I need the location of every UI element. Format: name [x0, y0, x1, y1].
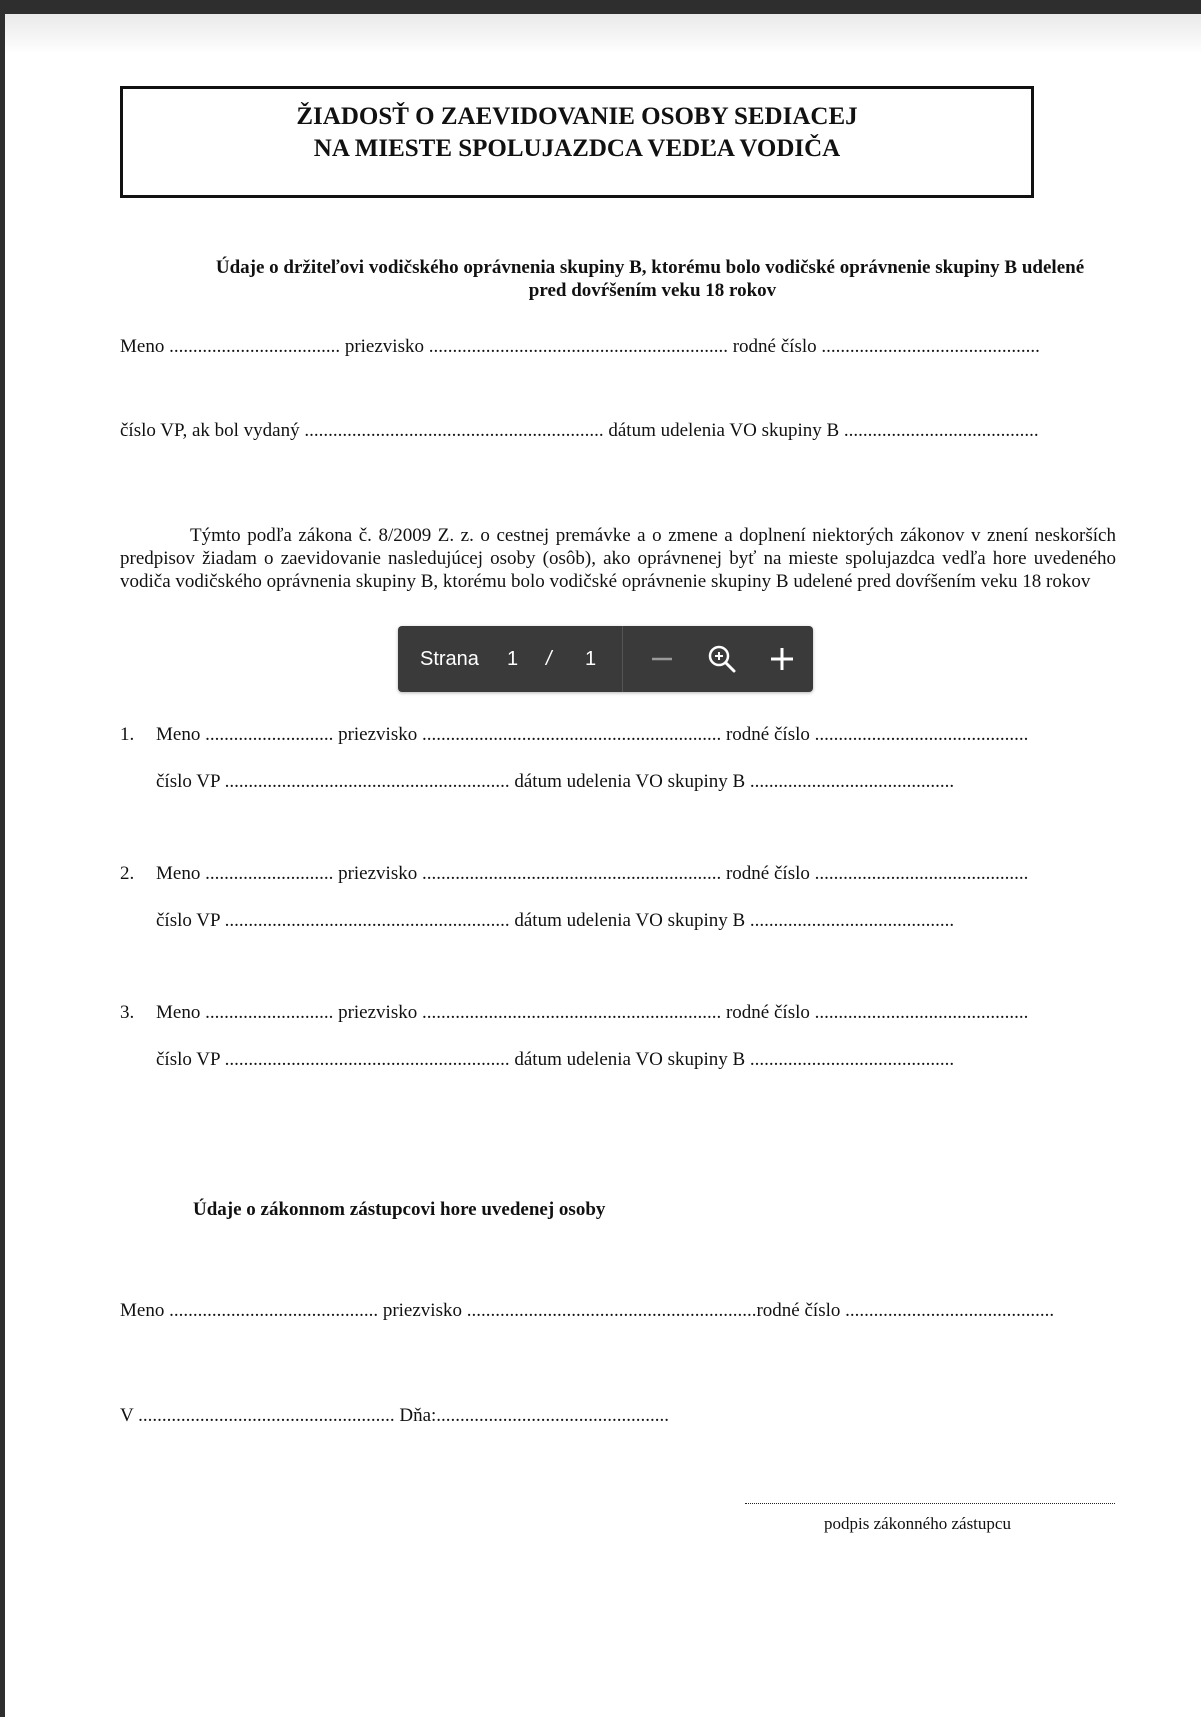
signature-caption: podpis zákonného zástupcu [824, 1514, 1011, 1533]
holder-row-license: číslo VP, ak bol vydaný ............................................................... dátum udelenia VO skupiny B ......................................... [120, 420, 1039, 441]
person-3-number: 3. [120, 1002, 135, 1023]
page-label: Strana [420, 648, 479, 670]
holder-section-heading [120, 256, 1120, 302]
person-3-row-license: číslo VP ............................................................ dátum udelenia VO skupiny B ........................................... [156, 1049, 955, 1070]
document-page [5, 14, 1201, 1717]
current-page-number[interactable]: 1 [507, 648, 519, 670]
toolbar-divider [622, 626, 623, 692]
signature-line [745, 1502, 1115, 1504]
person-3-row-name: Meno ........................... priezvisko ............................................................... rodné číslo ............................................. [156, 1002, 1029, 1023]
title-line-2: NA MIESTE SPOLUJAZDCA VEDĽA VODIČA [313, 135, 841, 162]
minus-icon [642, 639, 682, 679]
zoom-out-button[interactable] [642, 639, 682, 679]
person-2-row-name: Meno ........................... priezvisko ............................................................... rodné číslo ............................................. [156, 863, 1029, 884]
representative-section-heading: Údaje o zákonnom zástupcovi hore uvedenej osoby [193, 1199, 606, 1220]
person-2-row-license: číslo VP ............................................................ dátum udelenia VO skupiny B ........................................... [156, 910, 955, 931]
zoom-fit-button[interactable] [702, 639, 742, 679]
pdf-page-toolbar [398, 626, 813, 692]
place-date-row: V ...................................................... Dňa:................................................. [120, 1405, 670, 1426]
person-1-row-license: číslo VP ............................................................ dátum udelenia VO skupiny B ........................................... [156, 771, 955, 792]
person-1-row-name: Meno ........................... priezvisko ............................................................... rodné číslo ............................................. [156, 724, 1029, 745]
page-separator: / [546, 648, 552, 670]
holder-heading-line-2: pred dovŕšením veku 18 rokov [528, 280, 777, 301]
representative-row-name: Meno ............................................ priezvisko .............................................................rodné číslo ............................................ [120, 1300, 1055, 1321]
person-1-number: 1. [120, 724, 135, 745]
declaration-paragraph: Týmto podľa zákona č. 8/2009 Z. z. o cestnej premávke a o zmene a doplnení niektorých zákonov v znení neskorších predpisov žiadam o zaevidovanie nasledujúcej osoby (osôb), ako oprávnenej byť na mieste spolujazdca vedľa hore uvedeného vodiča vodičského oprávnenia skupiny B, ktorému bolo vodičské oprávnenie skupiny B udelené pred dovŕšením veku 18 rokov [120, 525, 1116, 592]
title-box [120, 86, 1034, 198]
person-2-number: 2. [120, 863, 135, 884]
magnifier-zoom-icon [702, 639, 742, 679]
holder-heading-line-1: Údaje o držiteľovi vodičského oprávnenia skupiny B, ktorému bolo vodičské oprávnenie skupiny B udelené [215, 257, 1085, 278]
plus-icon [762, 639, 802, 679]
window-frame-top [0, 0, 1201, 14]
total-pages-number: 1 [585, 648, 597, 670]
zoom-in-button[interactable] [762, 639, 802, 679]
title-line-1: ŽIADOSŤ O ZAEVIDOVANIE OSOBY SEDIACEJ [296, 103, 858, 130]
holder-row-name: Meno .................................... priezvisko ............................................................... rodné číslo .............................................. [120, 336, 1040, 357]
